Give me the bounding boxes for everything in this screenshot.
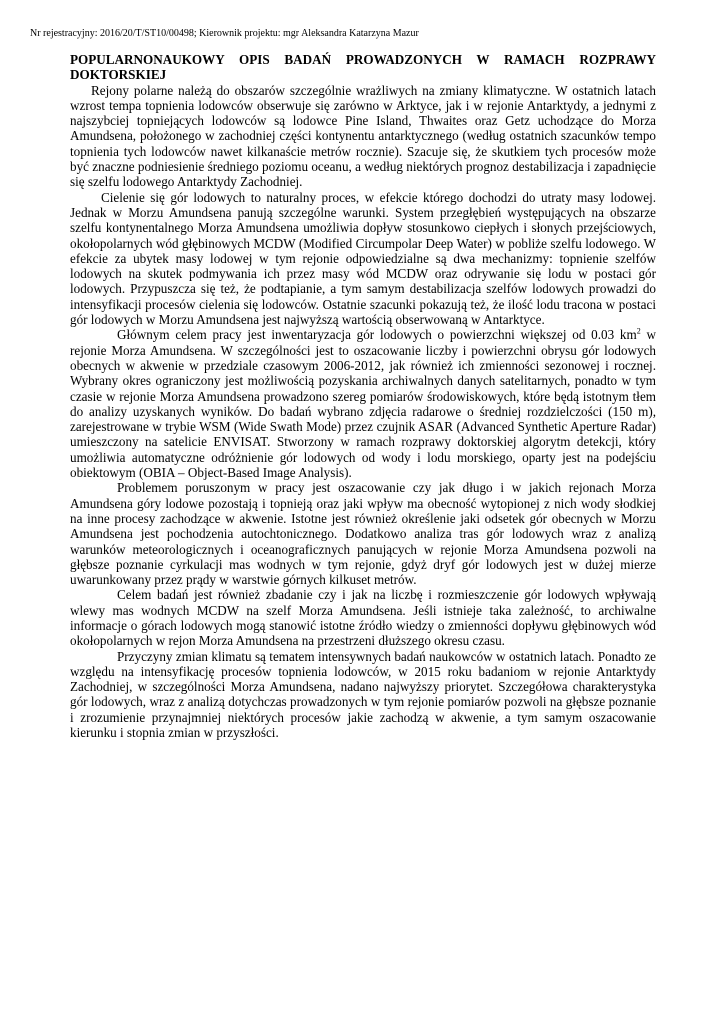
- paragraph-6: Przyczyny zmian klimatu są tematem intensywnych badań naukowców w ostatnich latach. Ponadto ze względu na intensyfikację procesów topnienia lodowców, w 2015 roku badaniom w rejonie Antarktydy Zachodniej, w szczególności Morza Amundsena, nadano najwyższy priorytet. Szczegółowa charakterystyka gór lodowych, wraz z analizą dotychczas prowadzonych w tym rejonie pomiarów pozwoli na głębsze poznanie i zrozumienie przynajmniej niektórych procesów jakie zachodzą w akwenie, a tym samym oszacowanie kierunku i stopnia zmian w przyszłości.: [70, 648, 656, 741]
- paragraph-3: [70, 327, 656, 480]
- registration-header: Nr rejestracyjny: 2016/20/T/ST10/00498; Kierownik projektu: mgr Aleksandra Katarzyna Mazur: [30, 28, 419, 39]
- paragraph-5: Celem badań jest również zbadanie czy i jak na liczbę i rozmieszczenie gór lodowych wpływają wlewy mas wodnych MCDW na szelf Morza Amundsena. Jeśli istnieje taka zależność, to archiwalne informacje o górach lodowych mogą stanowić istotne źródło wiedzy o zmienności dopływu głębinowych wód okołopolarnych w rejon Morza Amundsena na przestrzeni dłuższego okresu czasu.: [70, 587, 656, 649]
- paragraph-1: Rejony polarne należą do obszarów szczególnie wrażliwych na zmiany klimatyczne. W ostatnich latach wzrost tempa topnienia lodowców obserwuje się zarówno w Arktyce, jak i w rejonie Antarktydy, a jednymi z najszybciej topniejących lodowców są lodowce Pine Island, Thwaites oraz Getz uchodzące do Morza Amundsena, położonego w zachodniej części kontynentu antarktycznego (według ostatnich szacunków tempo topnienia tych lodowców nawet kilkanaście metrów rocznie). Szacuje się, że skutkiem tych procesów może być znaczne podniesienie średniego poziomu oceanu, a według niektórych prognoz destabilizacja i zapadnięcie się szelfu lodowego Antarktydy Zachodniej.: [70, 82, 656, 190]
- document-title: POPULARNONAUKOWY OPIS BADAŃ PROWADZONYCH W RAMACH ROZPRAWY DOKTORSKIEJ: [70, 52, 656, 83]
- paragraph-4: Problemem poruszonym w pracy jest oszacowanie czy jak długo i w jakich rejonach Morza Amundsena góry lodowe pozostają i topnieją oraz jaki wpływ ma obecność wytopionej z nich wody słodkiej na inne procesy zachodzące w akwenie. Istotne jest również określenie jaki odsetek gór obecnych w Morzu Amundsena jest pochodzenia autochtonicznego. Dodatkowo analiza tras gór lodowych wraz z analizą warunków meteorologicznych i oceanograficznych panujących w rejonie Morza Amundsena pozwoli na głębsze poznanie cyrkulacji mas wodnych w tym rejonie, gdyż dryf gór lodowych jest w dużej mierze uwarunkowany przez prądy w warstwie górnych kilkuset metrów.: [70, 480, 656, 588]
- paragraph-2: Cielenie się gór lodowych to naturalny proces, w efekcie którego dochodzi do utraty masy lodowej. Jednak w Morzu Amundsena panują szczególne warunki. System przegłębień występujących na obszarze szelfu kontynentalnego Morza Amundsena umożliwia dopływ stosunkowo ciepłych i słonych przejściowych, okołopolarnych wód głębinowych MCDW (Modified Circumpolar Deep Water) w pobliże szelfu lodowego. W efekcie za ubytek masy lodowej w tym rejonie odpowiedzialne są dwa mechanizmy: topnienie szelfów lodowych na skutek podmywania ich przez masy wód MCDW oraz odrywanie się lodu w postaci gór lodowych. Przypuszcza się też, że podtapianie, a tym samym destabilizacja szelfów lodowych prowadzi do intensyfikacji procesów cielenia się lodowców. Ostatnie szacunki pokazują też, że ilość lodu tracona w postaci gór lodowych w Morzu Amundsena jest najwyższą wartością obserwowaną w Antarktyce.: [70, 189, 656, 328]
- paragraph-3-rest: w rejonie Morza Amundsena. W szczególności jest to oszacowanie liczby i powierzchni obrysu gór lodowych obecnych w akwenie w przedziale czasowym 2006-2012, jak również ich zmienności sezonowej i rocznej. Wybrany okres ograniczony jest możliwością pozyskania archiwalnych danych satelitarnych, ponadto w tym czasie w rejonie Morza Amundsena prowadzono szereg pomiarów środowiskowych, które będą istotnym tłem do analizy uzyskanych wyników. Do badań wybrano zdjęcia radarowe o średniej rozdzielczości (150 m), zarejestrowane w trybie WSM (Wide Swath Mode) przez czujnik ASAR (Advanced Synthetic Aperture Radar) umieszczony na satelicie ENVISAT. Stworzony w ramach rozprawy doktorskiej algorytm detekcji, który umożliwia automatyczne odróżnienie gór lodowych od wody i lodu morskiego, oparty jest na podejściu obiektowym (OBIA – Object-Based Image Analysis).: [70, 327, 656, 481]
- superscript-2: 2: [636, 326, 641, 336]
- document-body: [70, 52, 656, 740]
- paragraph-3-lead: Głównym celem pracy jest inwentaryzacja gór lodowych o powierzchni większej od 0.03 km: [117, 327, 637, 343]
